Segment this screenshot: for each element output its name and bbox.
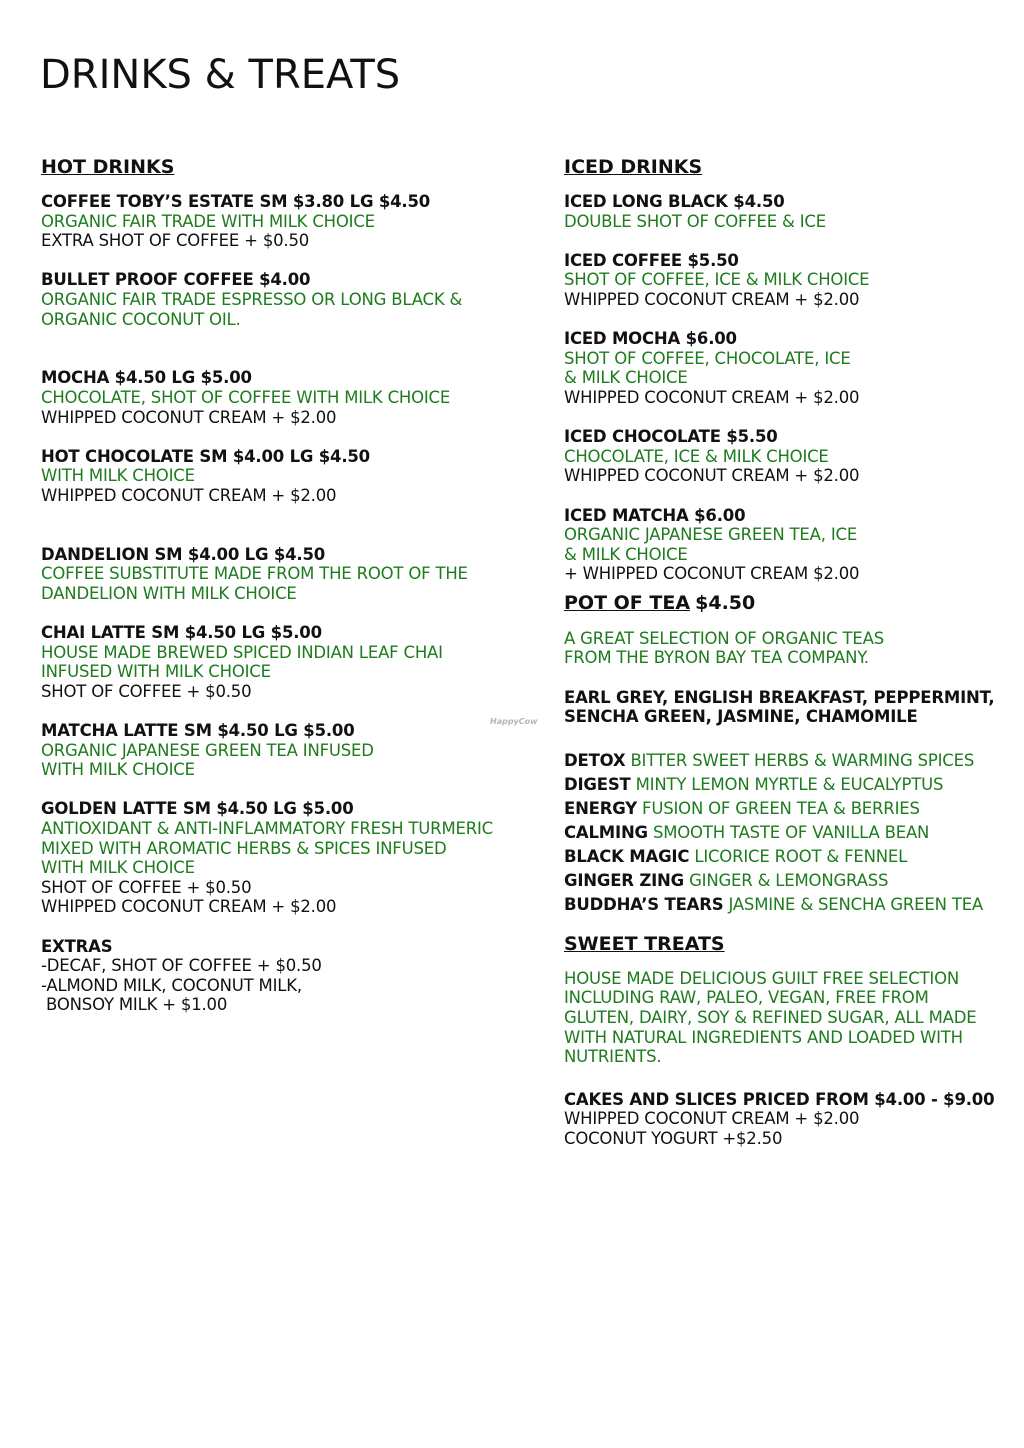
menu-item-golden-latte [41,799,531,917]
menu-item-iced-chocolate [564,427,1014,486]
item-extra: EXTRA SHOT OF COFFEE + $0.50 [41,231,310,251]
item-description: ANTIOXIDANT & ANTI-INFLAMMATORY FRESH TURMERIC [41,819,493,838]
menu-item-iced-long-black [564,192,1014,231]
item-name: DANDELION SM $4.00 LG $4.50 [41,544,326,564]
menu-item-iced-coffee [564,251,1014,310]
menu-item-dandelion [41,545,531,604]
item-extra: WHIPPED COCONUT CREAM + $2.00 [41,485,337,505]
pot-of-tea-section [564,590,1014,917]
item-name: ICED MOCHA $6.00 [564,329,737,349]
extras-section [41,937,531,1015]
treats-extra: COCONUT YOGURT +$2.50 [564,1129,783,1148]
item-description: SHOT OF COFFEE, ICE & MILK CHOICE [564,270,870,290]
item-extra: + WHIPPED COCONUT CREAM $2.00 [564,564,860,584]
item-description: DANDELION WITH MILK CHOICE [41,583,297,603]
extras-line: -ALMOND MILK, COCONUT MILK, [41,975,302,995]
item-description: WITH MILK CHOICE [41,760,195,780]
item-description: COFFEE SUBSTITUTE MADE FROM THE ROOT OF THE [41,564,468,584]
item-name: BULLET PROOF COFFEE $4.00 [41,270,311,290]
classic-teas: SENCHA GREEN, JASMINE, CHAMOMILE [564,707,918,727]
tea-blend-buddhas-tears [564,893,1014,917]
item-description: WITH MILK CHOICE [41,858,195,878]
item-name: HOT CHOCOLATE SM $4.00 LG $4.50 [41,446,370,466]
extras-line: -DECAF, SHOT OF COFFEE + $0.50 [41,956,322,976]
tea-blend-name: GINGER ZING [564,870,685,890]
tea-blend-desc: SMOOTH TASTE OF VANILLA BEAN [652,822,930,842]
item-description: ORGANIC FAIR TRADE ESPRESSO OR LONG BLACK & [41,289,463,309]
item-name: MATCHA LATTE SM $4.50 LG $5.00 [41,721,355,741]
tea-blend-ginger-zing [564,869,1014,893]
item-description: HOUSE MADE BREWED SPICED INDIAN LEAF CHAI [41,642,443,662]
item-extra: SHOT OF COFFEE + $0.50 [41,877,252,897]
item-extra: SHOT OF COFFEE + $0.50 [41,681,252,701]
tea-blend-name: CALMING [564,822,648,842]
item-description: WITH MILK CHOICE [41,466,195,486]
item-description: & MILK CHOICE [564,544,688,564]
tea-description: FROM THE BYRON BAY TEA COMPANY. [564,648,869,668]
treats-description: GLUTEN, DAIRY, SOY & REFINED SUGAR, ALL MADE [564,1008,977,1028]
watermark: HappyCow [490,717,538,726]
item-description: MIXED WITH AROMATIC HERBS & SPICES INFUSED [41,838,447,858]
item-description: ORGANIC FAIR TRADE WITH MILK CHOICE [41,211,375,231]
iced-drinks-column [564,154,1014,1149]
iced-drinks-heading: ICED DRINKS [564,156,703,178]
item-extra: WHIPPED COCONUT CREAM + $2.00 [564,466,860,486]
tea-blend-desc: GINGER & LEMONGRASS [689,870,889,890]
item-description: & MILK CHOICE [564,368,688,388]
tea-description: A GREAT SELECTION OF ORGANIC TEAS [564,628,884,648]
page-title: DRINKS & TREATS [40,52,401,98]
treats-description: WITH NATURAL INGREDIENTS AND LOADED WITH [564,1027,963,1047]
menu-item-iced-matcha [564,506,1014,584]
hot-drinks-heading: HOT DRINKS [41,156,175,178]
treats-description: NUTRIENTS. [564,1047,662,1067]
treats-description: INCLUDING RAW, PALEO, VEGAN, FREE FROM [564,988,929,1008]
tea-blend-desc: FUSION OF GREEN TEA & BERRIES [642,798,920,818]
menu-item-chai-latte [41,623,531,701]
tea-blend-name: BUDDHA’S TEARS [564,894,724,914]
hot-drinks-column [41,154,531,1015]
item-description: ORGANIC JAPANESE GREEN TEA, ICE [564,525,858,545]
item-name: CHAI LATTE SM $4.50 LG $5.00 [41,623,322,643]
item-name: COFFEE TOBY’S ESTATE SM $3.80 LG $4.50 [41,192,431,211]
menu-item-coffee [41,192,531,251]
item-name: GOLDEN LATTE SM $4.50 LG $5.00 [41,799,354,819]
treats-price-line: CAKES AND SLICES PRICED FROM $4.00 - $9.00 [564,1089,995,1109]
tea-blend-desc: MINTY LEMON MYRTLE & EUCALYPTUS [635,774,944,794]
pot-of-tea-price: $4.50 [695,591,756,614]
tea-blend-digest [564,773,1014,797]
sweet-treats-section [564,931,1014,1149]
tea-blend-name: DIGEST [564,774,631,794]
item-name: ICED LONG BLACK $4.50 [564,192,785,211]
tea-blend-black-magic [564,845,1014,869]
extras-line: BONSOY MILK + $1.00 [41,995,228,1015]
item-description: ORGANIC COCONUT OIL. [41,309,241,329]
item-extra: WHIPPED COCONUT CREAM + $2.00 [564,387,860,407]
item-extra: WHIPPED COCONUT CREAM + $2.00 [41,407,337,427]
menu-item-bullet-proof-coffee [41,270,531,329]
menu-item-matcha-latte [41,721,531,780]
item-name: ICED CHOCOLATE $5.50 [564,427,778,447]
sweet-treats-heading: SWEET TREATS [564,932,725,955]
item-description: CHOCOLATE, SHOT OF COFFEE WITH MILK CHOICE [41,387,451,407]
item-description: CHOCOLATE, ICE & MILK CHOICE [564,446,829,466]
pot-of-tea-heading: POT OF TEA [564,591,691,614]
tea-blend-calming [564,821,1014,845]
item-description: SHOT OF COFFEE, CHOCOLATE, ICE [564,348,851,368]
tea-blend-desc: BITTER SWEET HERBS & WARMING SPICES [630,750,975,770]
tea-blend-name: BLACK MAGIC [564,846,690,866]
tea-blend-name: DETOX [564,750,626,770]
menu-item-iced-mocha [564,329,1014,407]
tea-blend-name: ENERGY [564,798,637,818]
classic-teas: EARL GREY, ENGLISH BREAKFAST, PEPPERMINT, [564,687,995,707]
item-name: ICED COFFEE $5.50 [564,250,739,270]
item-name: MOCHA $4.50 LG $5.00 [41,368,252,388]
extras-heading: EXTRAS [41,936,113,956]
item-description: ORGANIC JAPANESE GREEN TEA INFUSED [41,740,374,760]
tea-blend-energy [564,797,1014,821]
item-extra: WHIPPED COCONUT CREAM + $2.00 [41,897,337,917]
menu-item-mocha [41,368,531,427]
item-description: INFUSED WITH MILK CHOICE [41,662,271,682]
item-description: DOUBLE SHOT OF COFFEE & ICE [564,211,826,231]
item-name: ICED MATCHA $6.00 [564,505,746,525]
treats-extra: WHIPPED COCONUT CREAM + $2.00 [564,1109,860,1129]
menu-item-hot-chocolate [41,447,531,506]
treats-description: HOUSE MADE DELICIOUS GUILT FREE SELECTION [564,968,960,988]
tea-blend-desc: JASMINE & SENCHA GREEN TEA [728,894,984,914]
tea-blend-detox [564,749,1014,773]
item-extra: WHIPPED COCONUT CREAM + $2.00 [564,289,860,309]
tea-blend-desc: LICORICE ROOT & FENNEL [694,846,908,866]
